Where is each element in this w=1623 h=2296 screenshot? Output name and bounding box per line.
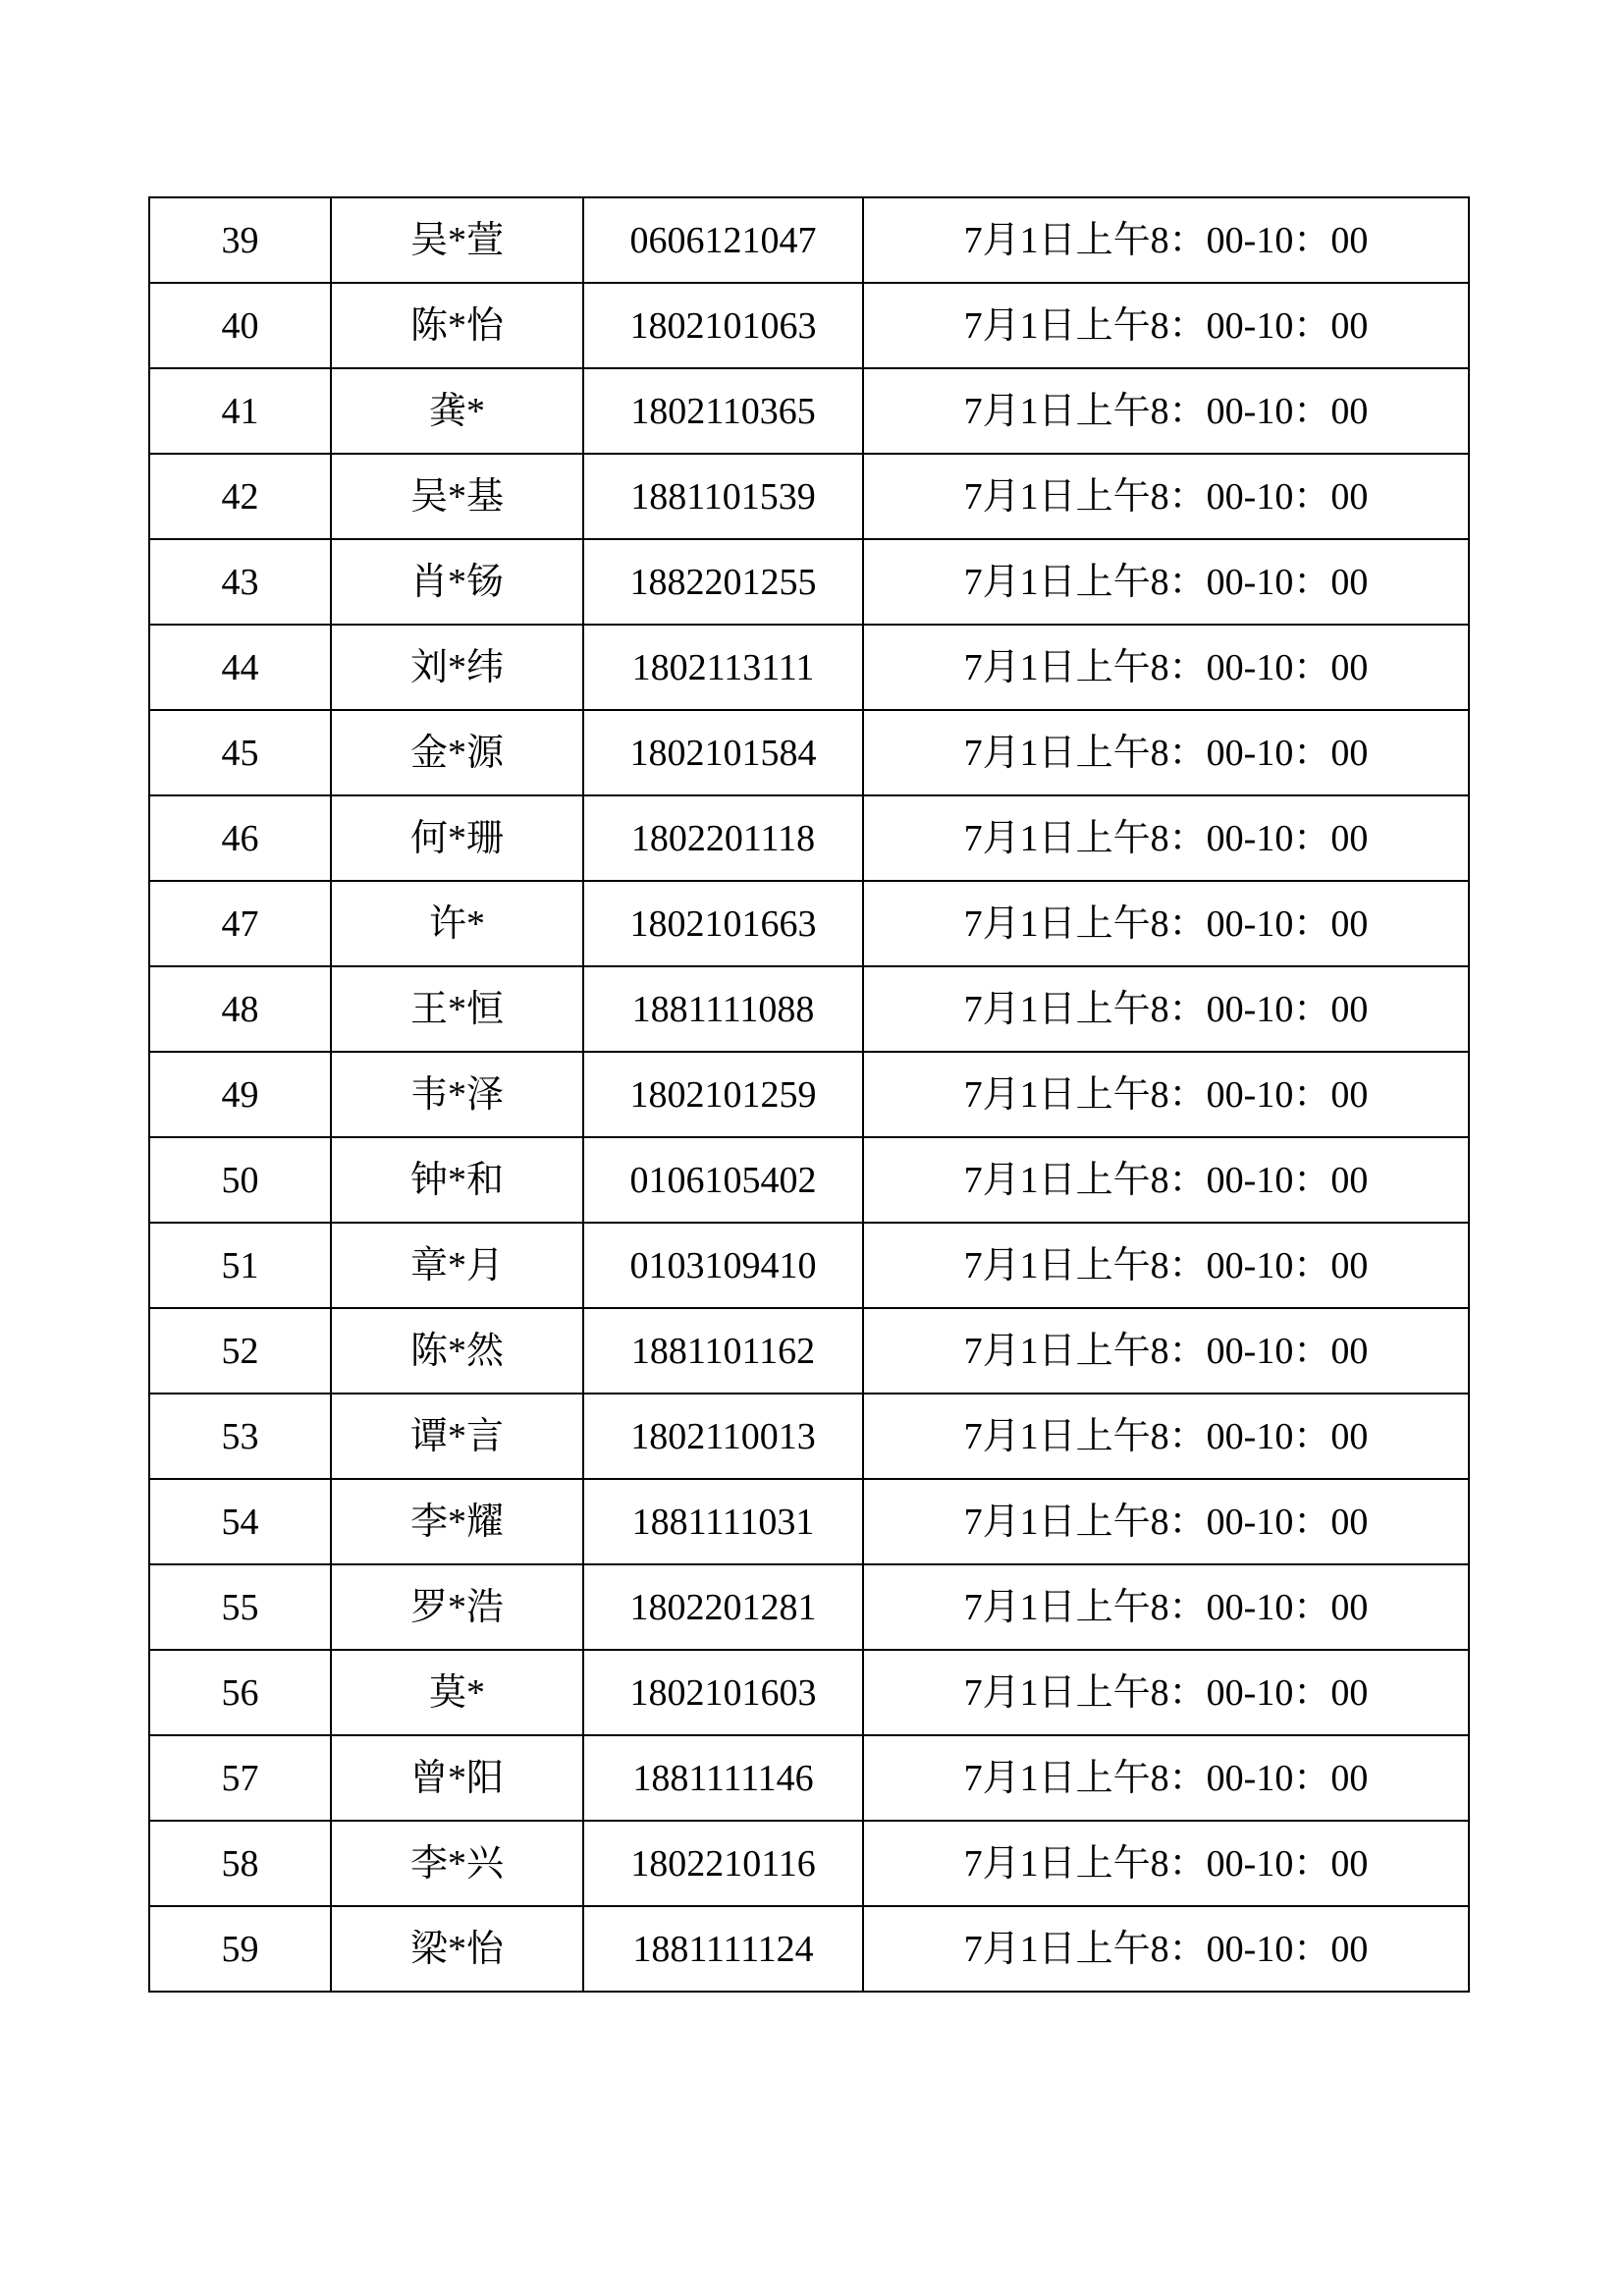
cell-student-id: 1802101063 xyxy=(583,283,863,368)
cell-index: 46 xyxy=(149,795,331,881)
cell-time-slot: 7月1日上午8：00-10：00 xyxy=(863,710,1469,795)
cell-index: 58 xyxy=(149,1821,331,1906)
cell-index: 49 xyxy=(149,1052,331,1137)
cell-student-id: 0606121047 xyxy=(583,197,863,283)
table-row xyxy=(149,197,1469,283)
cell-name: 吴*萱 xyxy=(331,197,583,283)
cell-student-id: 1881111088 xyxy=(583,966,863,1052)
cell-time-slot: 7月1日上午8：00-10：00 xyxy=(863,454,1469,539)
cell-index: 43 xyxy=(149,539,331,625)
cell-name: 韦*泽 xyxy=(331,1052,583,1137)
cell-index: 55 xyxy=(149,1564,331,1650)
cell-name: 金*源 xyxy=(331,710,583,795)
cell-index: 59 xyxy=(149,1906,331,1992)
cell-time-slot: 7月1日上午8：00-10：00 xyxy=(863,1308,1469,1394)
table-row xyxy=(149,1052,1469,1137)
cell-student-id: 1802110365 xyxy=(583,368,863,454)
cell-name: 肖*钖 xyxy=(331,539,583,625)
cell-student-id: 1802110013 xyxy=(583,1394,863,1479)
cell-index: 40 xyxy=(149,283,331,368)
cell-index: 52 xyxy=(149,1308,331,1394)
cell-student-id: 1881111031 xyxy=(583,1479,863,1564)
cell-name: 龚* xyxy=(331,368,583,454)
table-row xyxy=(149,966,1469,1052)
cell-name: 曾*阳 xyxy=(331,1735,583,1821)
cell-time-slot: 7月1日上午8：00-10：00 xyxy=(863,368,1469,454)
cell-time-slot: 7月1日上午8：00-10：00 xyxy=(863,1052,1469,1137)
cell-name: 何*珊 xyxy=(331,795,583,881)
cell-index: 47 xyxy=(149,881,331,966)
cell-name: 钟*和 xyxy=(331,1137,583,1223)
cell-time-slot: 7月1日上午8：00-10：00 xyxy=(863,283,1469,368)
cell-student-id: 0106105402 xyxy=(583,1137,863,1223)
roster-table xyxy=(148,196,1470,1993)
table-row xyxy=(149,795,1469,881)
cell-index: 41 xyxy=(149,368,331,454)
table-row xyxy=(149,1137,1469,1223)
cell-index: 51 xyxy=(149,1223,331,1308)
cell-name: 莫* xyxy=(331,1650,583,1735)
cell-time-slot: 7月1日上午8：00-10：00 xyxy=(863,1394,1469,1479)
table-row xyxy=(149,1821,1469,1906)
cell-time-slot: 7月1日上午8：00-10：00 xyxy=(863,966,1469,1052)
cell-student-id: 1802101259 xyxy=(583,1052,863,1137)
cell-name: 陈*怡 xyxy=(331,283,583,368)
cell-student-id: 1881101539 xyxy=(583,454,863,539)
cell-index: 50 xyxy=(149,1137,331,1223)
table-row xyxy=(149,625,1469,710)
table-row xyxy=(149,283,1469,368)
cell-name: 许* xyxy=(331,881,583,966)
cell-name: 谭*言 xyxy=(331,1394,583,1479)
cell-name: 陈*然 xyxy=(331,1308,583,1394)
cell-index: 42 xyxy=(149,454,331,539)
cell-student-id: 1802101584 xyxy=(583,710,863,795)
cell-name: 梁*怡 xyxy=(331,1906,583,1992)
cell-index: 39 xyxy=(149,197,331,283)
table-row xyxy=(149,539,1469,625)
cell-name: 李*兴 xyxy=(331,1821,583,1906)
table-row xyxy=(149,454,1469,539)
table-row xyxy=(149,1735,1469,1821)
cell-time-slot: 7月1日上午8：00-10：00 xyxy=(863,881,1469,966)
cell-name: 李*耀 xyxy=(331,1479,583,1564)
cell-time-slot: 7月1日上午8：00-10：00 xyxy=(863,1906,1469,1992)
table-row xyxy=(149,1223,1469,1308)
cell-time-slot: 7月1日上午8：00-10：00 xyxy=(863,539,1469,625)
cell-student-id: 1881111124 xyxy=(583,1906,863,1992)
cell-name: 刘*纬 xyxy=(331,625,583,710)
table-row xyxy=(149,1479,1469,1564)
cell-student-id: 1802201281 xyxy=(583,1564,863,1650)
cell-time-slot: 7月1日上午8：00-10：00 xyxy=(863,197,1469,283)
cell-time-slot: 7月1日上午8：00-10：00 xyxy=(863,1564,1469,1650)
table-row xyxy=(149,881,1469,966)
cell-student-id: 1802210116 xyxy=(583,1821,863,1906)
cell-student-id: 1802101603 xyxy=(583,1650,863,1735)
cell-index: 53 xyxy=(149,1394,331,1479)
cell-index: 45 xyxy=(149,710,331,795)
cell-time-slot: 7月1日上午8：00-10：00 xyxy=(863,1223,1469,1308)
cell-time-slot: 7月1日上午8：00-10：00 xyxy=(863,1821,1469,1906)
cell-index: 54 xyxy=(149,1479,331,1564)
table-row xyxy=(149,710,1469,795)
cell-name: 章*月 xyxy=(331,1223,583,1308)
cell-time-slot: 7月1日上午8：00-10：00 xyxy=(863,1735,1469,1821)
cell-index: 57 xyxy=(149,1735,331,1821)
cell-time-slot: 7月1日上午8：00-10：00 xyxy=(863,1137,1469,1223)
table-row xyxy=(149,1564,1469,1650)
cell-time-slot: 7月1日上午8：00-10：00 xyxy=(863,1650,1469,1735)
cell-name: 王*恒 xyxy=(331,966,583,1052)
cell-student-id: 1802113111 xyxy=(583,625,863,710)
cell-student-id: 1802101663 xyxy=(583,881,863,966)
cell-student-id: 0103109410 xyxy=(583,1223,863,1308)
cell-student-id: 1882201255 xyxy=(583,539,863,625)
table-row xyxy=(149,1650,1469,1735)
cell-index: 48 xyxy=(149,966,331,1052)
table-row xyxy=(149,1394,1469,1479)
cell-time-slot: 7月1日上午8：00-10：00 xyxy=(863,625,1469,710)
table-row xyxy=(149,368,1469,454)
roster-table-body xyxy=(149,197,1469,1992)
cell-student-id: 1802201118 xyxy=(583,795,863,881)
cell-index: 56 xyxy=(149,1650,331,1735)
cell-time-slot: 7月1日上午8：00-10：00 xyxy=(863,795,1469,881)
cell-student-id: 1881111146 xyxy=(583,1735,863,1821)
cell-time-slot: 7月1日上午8：00-10：00 xyxy=(863,1479,1469,1564)
cell-name: 吴*基 xyxy=(331,454,583,539)
cell-student-id: 1881101162 xyxy=(583,1308,863,1394)
table-row xyxy=(149,1308,1469,1394)
cell-name: 罗*浩 xyxy=(331,1564,583,1650)
cell-index: 44 xyxy=(149,625,331,710)
table-row xyxy=(149,1906,1469,1992)
